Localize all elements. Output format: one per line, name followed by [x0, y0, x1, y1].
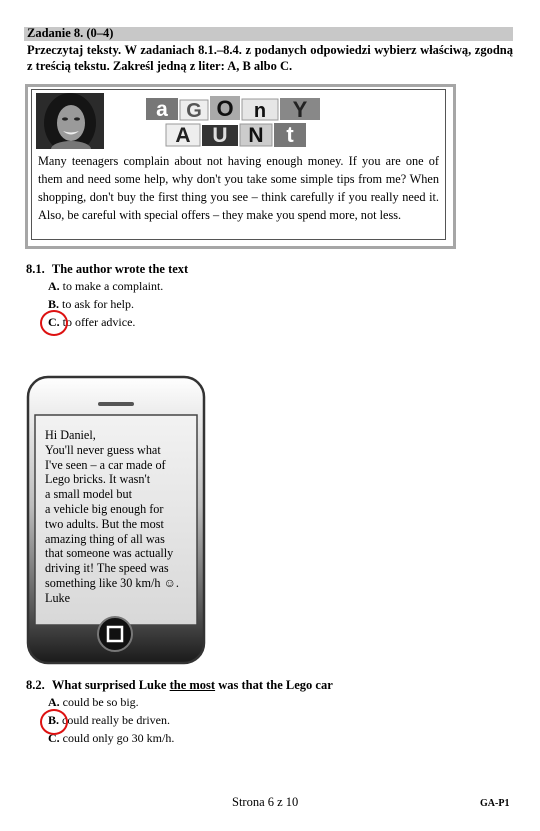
page-number: Strona 6 z 10	[232, 795, 299, 809]
option-text: to offer advice.	[62, 315, 136, 329]
sms-line: Luke	[45, 590, 71, 605]
option-letter: C.	[48, 315, 60, 329]
question-text-end: was that the Lego car	[218, 678, 333, 692]
q82-option-c[interactable]	[48, 731, 174, 746]
agony-aunt-logo	[140, 96, 325, 152]
q81-option-b[interactable]	[48, 297, 134, 312]
sms-line: something like 30 km/h ☺.	[45, 575, 179, 590]
answer-circle-b	[40, 709, 68, 735]
author-photo	[36, 93, 104, 149]
q82-option-a[interactable]	[48, 695, 139, 710]
option-letter: A.	[48, 695, 60, 709]
sms-line: a vehicle big enough for	[45, 501, 164, 516]
svg-text:O: O	[216, 96, 234, 121]
question-8-1	[26, 262, 188, 277]
sms-line: two adults. But the most	[45, 516, 164, 531]
svg-text:t: t	[286, 122, 294, 147]
svg-text:G: G	[186, 100, 202, 122]
question-text: The author wrote the text	[51, 262, 189, 276]
option-letter: B.	[48, 297, 60, 311]
sms-line: Lego bricks. It wasn't	[45, 472, 151, 487]
question-number: 8.2.	[26, 678, 45, 692]
sms-message	[45, 428, 195, 606]
svg-text:A: A	[175, 124, 191, 147]
sms-line: You'll never guess what	[45, 442, 161, 457]
task-instruction: Przeczytaj teksty. W zadaniach 8.1.–8.4. z podanych odpowiedzi wybierz właściwą, zgodną z treścią tekstu. Zakreśl jedną z liter: A, B albo C.	[27, 43, 513, 73]
option-letter: B.	[48, 713, 60, 727]
option-text: could only go 30 km/h.	[62, 731, 175, 745]
svg-text:U: U	[212, 124, 228, 147]
option-letter: A.	[48, 279, 60, 293]
option-text: to make a complaint.	[62, 279, 164, 293]
question-number: 8.1.	[26, 262, 45, 276]
sms-line: driving it! The speed was	[45, 561, 169, 576]
q81-option-a[interactable]	[48, 279, 163, 294]
sms-line: that someone was actually	[45, 546, 174, 561]
sms-line: Hi Daniel,	[45, 428, 96, 442]
question-8-2	[26, 678, 333, 693]
sms-line: I've seen – a car made of	[45, 457, 166, 472]
svg-text:Y: Y	[292, 97, 308, 122]
task-title: Zadanie 8. (0–4)	[27, 26, 114, 40]
sms-line: a small model but	[45, 487, 132, 502]
svg-text:N: N	[248, 124, 264, 147]
agony-aunt-text: Many teenagers complain about not having enough money. If you are one of them and need some help, why don't you take some simple tips from me? When shopping, don't buy the first thing you see – think carefully if you really need it. Also, be careful with special offers – they make you spend more, not less.	[38, 154, 439, 222]
option-letter: C.	[48, 731, 60, 745]
exam-code: GA-P1	[480, 798, 510, 809]
option-text: could be so big.	[62, 695, 139, 709]
svg-text:n: n	[253, 100, 267, 122]
option-text: to ask for help.	[62, 297, 134, 311]
svg-text:a: a	[156, 98, 168, 121]
sms-line: amazing thing of all was	[45, 531, 165, 546]
option-text: could really be driven.	[62, 713, 170, 727]
question-text-start: What surprised Luke	[51, 678, 167, 692]
question-emphasis: the most	[169, 678, 216, 692]
answer-circle-c	[40, 310, 68, 336]
